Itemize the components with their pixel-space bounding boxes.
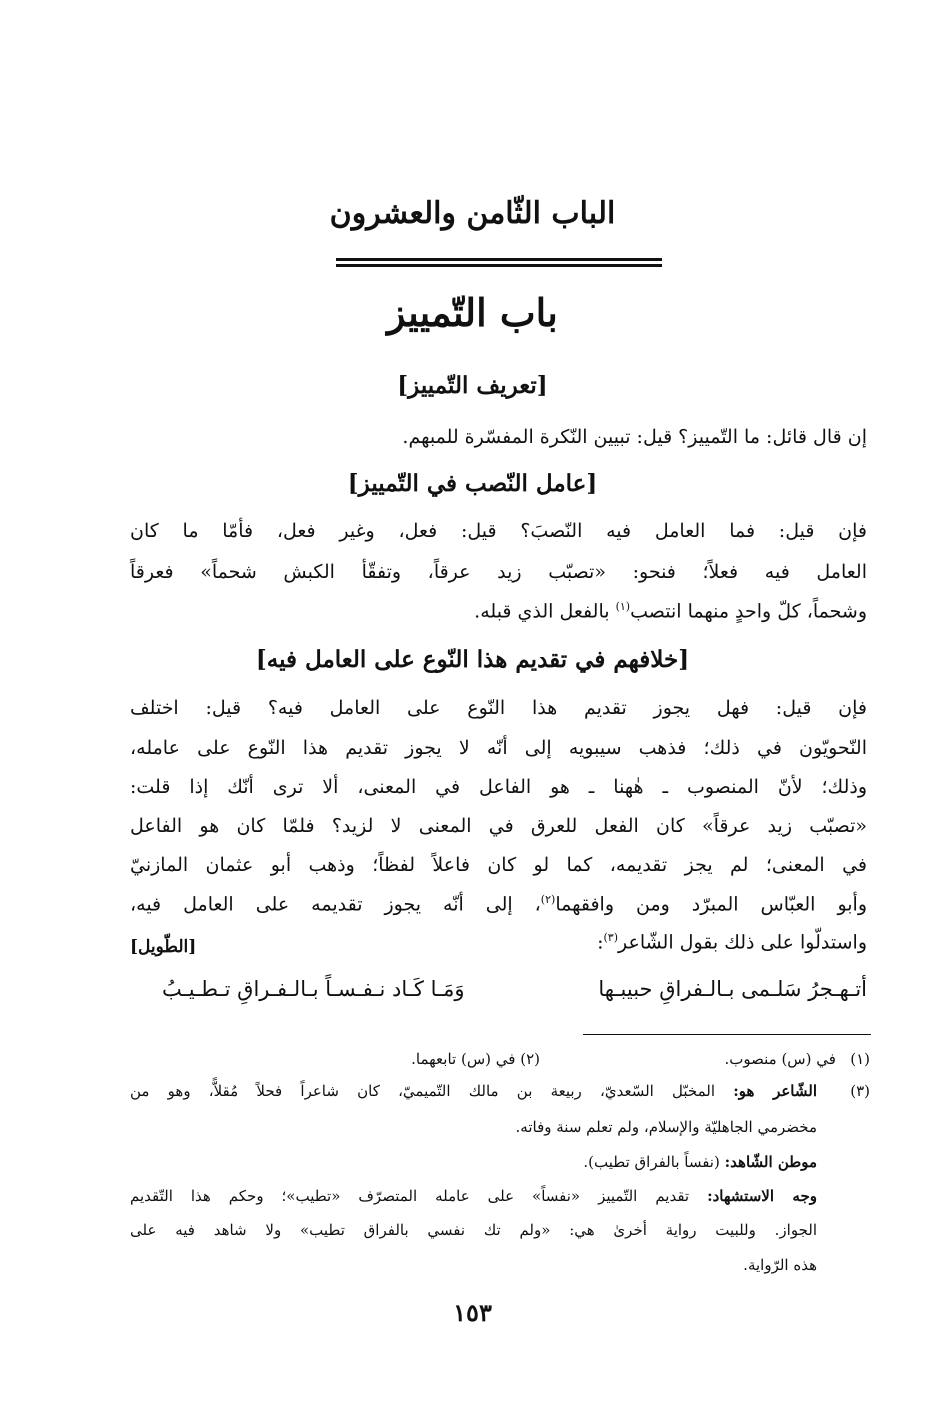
poem-meter-label: [الطّويل] [130,937,197,957]
witness-label: موطن الشّاهد: [724,1153,817,1171]
footnote-3-inference-line-1 [130,1187,817,1205]
chapter-heading: الباب الثّامن والعشرون [329,196,616,231]
footnote-3-label: الشّاعر هو: [733,1082,817,1100]
page-number: ١٥٣ [453,1298,492,1327]
footnote-ref-3: (٣) [603,931,618,944]
disagreement-line-7 [597,931,867,953]
disagreement-line-6 [130,893,867,915]
footnote-separator [583,1034,871,1035]
disagreement-line-6-text: وأبو العبّاس المبرّد ومن وافقهما [555,893,868,916]
footnote-2-number: (٢) [520,1050,540,1068]
governor-line-2: العامل فيه فعلاً؛ فنحو: «تصبّب زيد عرقاً، وتفقّأ الكبش شحماً» فعرقاً [130,561,867,583]
disagreement-line-7-end: : [597,931,604,954]
verse-second-hemistich: وَمَـا كَـاد نـفـسـاً بـالـفـراقِ تـطـيـبُ [162,977,465,1001]
inference-text-1: تقديم التّمييز «نفساً» على عامله المتصرّف «تطيب»؛ وحكم هذا التّقديم [130,1187,690,1205]
double-rule-top [336,258,662,261]
inference-label: وجه الاستشهاد: [707,1187,817,1205]
disagreement-line-1: فإن قيل: فهل يجوز تقديم هذا النّوع على العامل فيه؟ قيل: اختلف [130,697,867,719]
footnote-2-text: في (س) تابعهما. [411,1050,516,1068]
footnote-ref-2: (٢) [540,893,556,906]
section-heading-definition: [تعريف التّمييز] [397,372,548,399]
footnote-1 [724,1050,870,1068]
footnote-3-line-2: مخضرمي الجاهليّة والإسلام، ولم تعلم سنة وفاته. [515,1118,817,1136]
disagreement-line-6-end: ، إلى أنّه يجوز تقديمه على العامل فيه، [130,893,541,916]
governor-line-3-end: بالفعل الذي قبله. [474,600,616,623]
double-rule-bottom [336,264,662,267]
governor-line-3-text: وشحماً، كلّ واحدٍ منهما انتصب [630,600,867,623]
footnote-3-inference-line-2: الجواز. وللبيت رواية أخرىٰ هي: «ولم تك نفسي بالفراق تطيب» ولا شاهد فيه على [130,1221,817,1239]
disagreement-line-7-text: واستدلّوا على ذلك بقول الشّاعر [618,931,867,954]
definition-text: إن قال قائل: ما التّمييز؟ قيل: تبيين النّكرة المفسّرة للمبهم. [402,426,867,448]
footnote-3-line-1 [130,1082,817,1100]
governor-line-1: فإن قيل: فما العامل فيه النّصبَ؟ قيل: فعل، وغير فعل، فأمّا ما كان [130,520,867,542]
footnote-3-text: المخبّل السّعديّ، ربيعة بن مالك التّميميّ، كان شاعراً فحلاً مُقلاًّ، وهو من [130,1082,715,1100]
footnote-2 [411,1050,540,1068]
footnote-3-number: (٣) [850,1082,870,1100]
footnote-1-number: (١) [850,1050,870,1068]
witness-text: (نفساً بالفراق تطيب). [583,1153,720,1171]
disagreement-line-4: «تصبّب زيد عرقاً» كان الفعل للعرق في المعنى لا لزيد؟ فلمّا كان هو الفاعل [130,815,867,837]
disagreement-line-3: وذلك؛ لأنّ المنصوب ـ هٰهنا ـ هو الفاعل في المعنى، ألا ترى أنّك إذا قلت: [130,776,867,798]
main-title: باب التّمييز [387,290,558,335]
footnote-ref-1: (١) [615,600,631,613]
footnote-3-witness [583,1153,817,1171]
verse-first-hemistich: أتـهـجرُ سَلـمى بـالـفراقِ حبيبـها [598,977,867,1001]
section-heading-disagreement: [خلافهم في تقديم هذا النّوع على العامل فيه] [255,646,690,673]
section-heading-governor: [عامل النّصب في التّمييز] [347,470,598,497]
disagreement-line-5: في المعنى؛ لم يجز تقديمه، كما لو كان فاعلاً لفظاً؛ وذهب أبو عثمان المازنيّ [130,854,867,876]
footnote-3-inference-line-3: هذه الرّواية. [743,1256,817,1274]
governor-line-3 [474,600,867,622]
footnote-1-text: في (س) منصوب. [724,1050,836,1068]
disagreement-line-2: النّحويّون في ذلك؛ فذهب سيبويه إلى أنّه لا يجوز تقديم هذا النّوع على عامله، [130,737,867,759]
